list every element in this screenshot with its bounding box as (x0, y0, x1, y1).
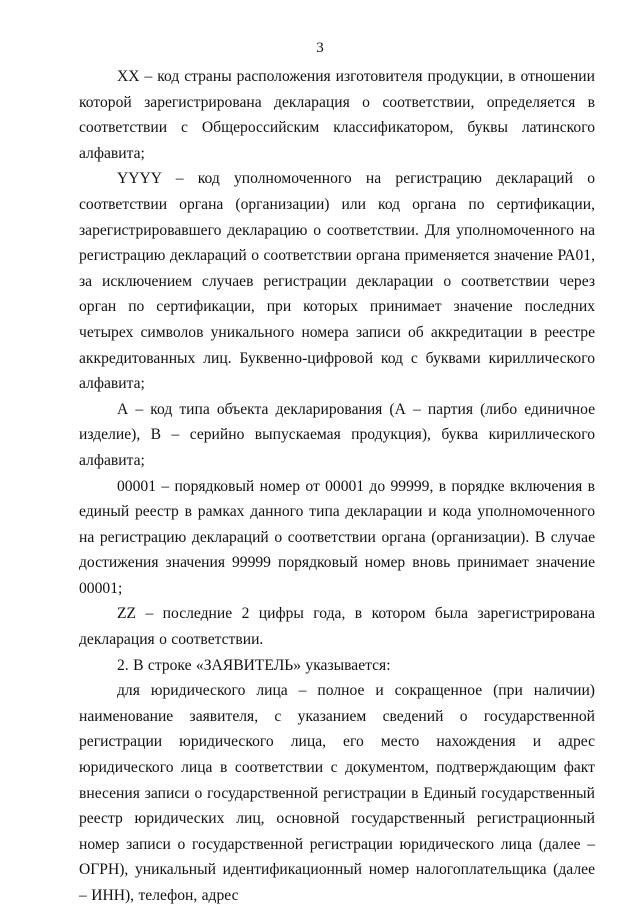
paragraph-authority-code: YYYY – код уполномоченного на регистрацию деклараций о соответствии органа (организации) или код органа по сертификации, зарегистрировавшего декларацию о соответствии. Для уполномоченного на регистрацию деклараций о соответствии органа применяется значение РА01, за исключением случаев регистрации декларации о соответствии через орган по сертификации, при которых принимает значение последних четырех символов уникального номера записи об аккредитации в реестре аккредитованных лиц. Буквенно-цифровой код с буквами кириллического алфавита; (79, 170, 595, 393)
paragraph-serial-number: 00001 – порядковый номер от 00001 до 99999, в порядке включения в единый реестр в рамках данного типа декларации и кода уполномоченного на регистрацию деклараций о соответствии органа (организации). В случае достижения значения 99999 порядковый номер вновь принимает значение 00001; (79, 477, 595, 597)
paragraph-legal-entity: для юридического лица – полное и сокращенное (при наличии) наименование заявителя, с указанием сведений о государственной регистрации юридического лица, его место нахождения и адрес юридического лица в соответствии с документом, подтверждающим факт внесения записи о государственной регистрации в Единый государственный реестр юридических лиц, основной государственный регистрационный номер записи о государственной регистрации юридического лица (далее – ОГРН), уникальный идентификационный номер налогоплательщика (далее – ИНН), телефон, адрес (79, 682, 595, 904)
paragraph-object-type-code: А – код типа объекта декларирования (А – партия (либо единичное изделие), В – серийно выпускаемая продукция), буква кириллического алфавита; (79, 400, 595, 469)
paragraph-country-code: XX – код страны расположения изготовителя продукции, в отношении которой зарегистрирована декларация о соответствии, определяется в соответствии с Общероссийским классификатором, буквы латинского алфавита; (79, 68, 595, 162)
paragraph-year-digits: ZZ – последние 2 цифры года, в котором была зарегистрирована декларация о соответствии. (79, 605, 595, 649)
document-body (79, 64, 595, 909)
paragraph-applicant-heading: 2. В строке «ЗАЯВИТЕЛЬ» указывается: (117, 656, 391, 674)
page-number: 3 (316, 40, 324, 56)
